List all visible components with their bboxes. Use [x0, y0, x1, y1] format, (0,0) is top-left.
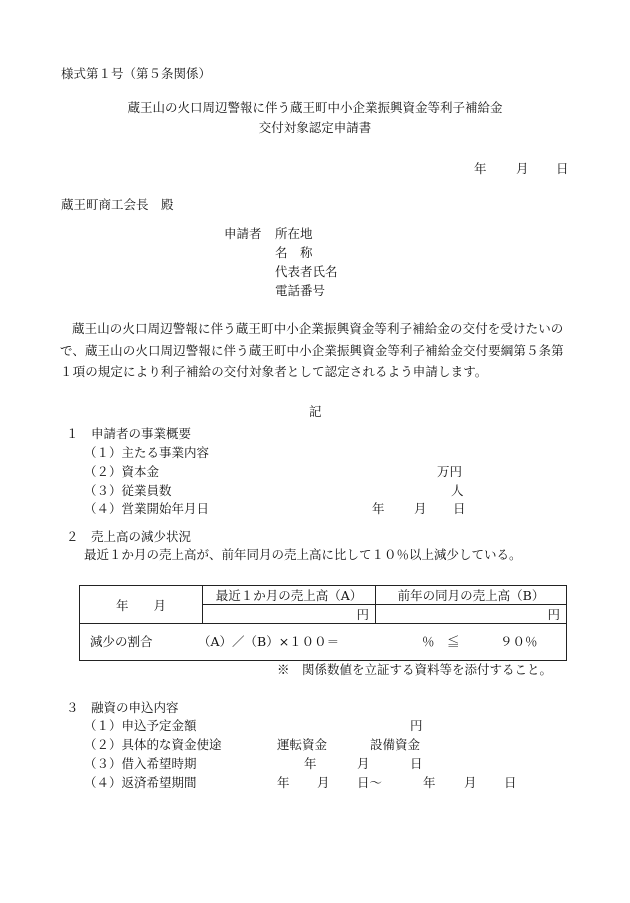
section3-item-amount: （１）申込予定金額: [84, 718, 197, 733]
capital-unit: 万円: [437, 464, 463, 479]
sales-decline-table: [79, 585, 567, 661]
year-month-cell: 年 月: [80, 586, 203, 624]
borrow-month: 月: [357, 756, 370, 771]
repay-to-month: 月: [464, 775, 477, 790]
col-a-unit: 円: [203, 605, 376, 624]
section1-item-start-date: （４）営業開始年月日: [84, 501, 210, 516]
ratio-threshold: ９０％: [500, 634, 538, 649]
applicant-field-phone: 電話番号: [275, 283, 326, 298]
date-day-label: 日: [556, 161, 569, 176]
section3-item-borrow-time: （３）借入希望時期: [84, 756, 197, 771]
borrow-year: 年: [304, 756, 317, 771]
section1-heading: １ 申請者の事業概要: [66, 426, 192, 441]
application-statement: 蔵王山の火口周辺警報に伴う蔵王町中小企業振興資金等利子補給金の交付を受けたいので、蔵王山の火口周辺警報に伴う蔵王町中小企業振興資金等利子補給金交付要綱第５条第１項の規定により利子補給の交付対象者として認定されるよう申請します。: [60, 321, 564, 379]
form-number: 様式第１号（第５条関係）: [61, 66, 212, 81]
start-date-day: 日: [453, 501, 466, 516]
section3-heading: ３ 融資の申込内容: [66, 700, 179, 715]
section3-item-repay-period: （４）返済希望期間: [84, 775, 197, 790]
applicant-field-address: 所在地: [275, 226, 313, 241]
addressee: 蔵王町商工会長 殿: [61, 197, 174, 212]
repay-from-day: 日～: [357, 775, 383, 790]
start-date-month: 月: [414, 501, 427, 516]
usage-option-equipment: 設備資金: [370, 737, 421, 752]
section2-description: 最近１か月の売上高が、前年同月の売上高に比して１０％以上減少している。: [84, 547, 522, 562]
date-year-label: 年: [474, 161, 487, 176]
col-a-header: 最近１か月の売上高（A）: [203, 586, 376, 605]
section1-item-capital: （２）資本金: [84, 464, 160, 479]
ratio-label: 減少の割合: [90, 634, 153, 649]
section3-item-usage: （２）具体的な資金使途: [84, 737, 222, 752]
ratio-percent: ％ ≦: [422, 634, 460, 649]
section1-item-employees: （３）従業員数: [84, 483, 172, 498]
applicant-label: 申請者: [224, 226, 262, 241]
section1-item-business: （１）主たる事業内容: [84, 445, 210, 460]
usage-option-operating: 運転資金: [277, 737, 328, 752]
ratio-formula: （A）／（B）×１００＝: [198, 634, 340, 649]
ki-marker: 記: [309, 404, 322, 419]
col-b-header: 前年の同月の売上高（B）: [376, 586, 567, 605]
applicant-field-name: 名 称: [275, 245, 313, 260]
repay-from-month: 月: [317, 775, 330, 790]
repay-to-year: 年: [423, 775, 436, 790]
section2-heading: ２ 売上高の減少状況: [66, 529, 192, 544]
start-date-year: 年: [372, 501, 385, 516]
employees-unit: 人: [451, 483, 464, 498]
repay-to-day: 日: [504, 775, 517, 790]
attachment-note: ※ 関係数値を立証する資料等を添付すること。: [277, 662, 553, 677]
col-b-unit: 円: [376, 605, 567, 624]
document-title-line2: 交付対象認定申請書: [258, 120, 372, 135]
date-month-label: 月: [516, 161, 529, 176]
decline-ratio-row: [80, 624, 567, 661]
applicant-field-representative: 代表者氏名: [275, 264, 338, 279]
repay-from-year: 年: [277, 775, 290, 790]
document-title-line1: 蔵王山の火口周辺警報に伴う蔵王町中小企業振興資金等利子補給金: [127, 100, 503, 115]
borrow-day: 日: [410, 756, 423, 771]
amount-unit: 円: [410, 718, 423, 733]
